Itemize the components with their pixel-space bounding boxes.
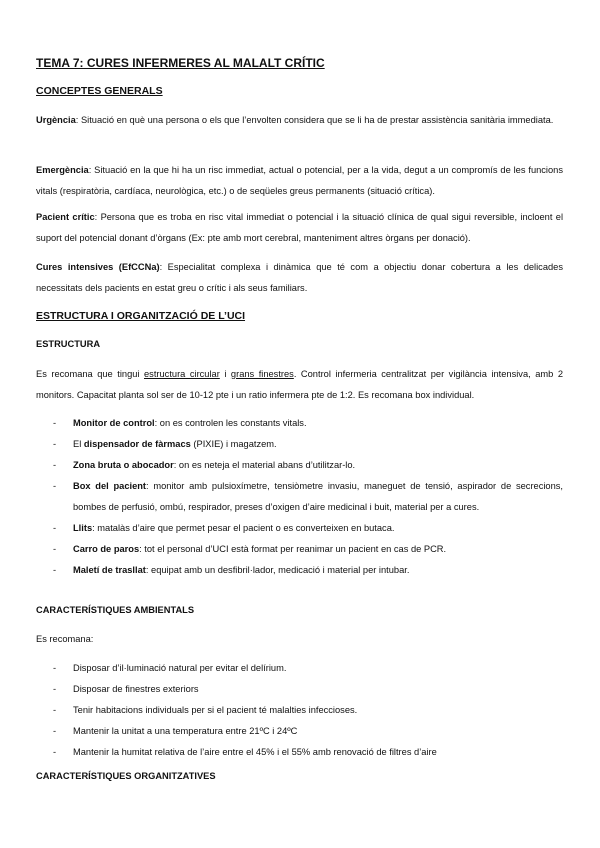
bullet-dash: - [53, 663, 57, 673]
bullet-dash: - [53, 705, 57, 715]
bullet-dash: - [53, 544, 57, 554]
list-item [36, 679, 563, 700]
intro-text: Es recomana que tingui [36, 369, 144, 379]
item-text: Disposar de finestres exteriors [73, 684, 199, 694]
item-text: (PIXIE) i magatzem. [190, 439, 277, 449]
item-term: Box del pacient [73, 481, 147, 491]
item-text: Mantenir la humitat relativa de l’aire entre el 45% i el 55% amb renovació de filtres d’aire [73, 747, 437, 757]
list-item [36, 455, 563, 476]
intro-underlined: estructura circular [144, 369, 220, 379]
definition-urgencia [36, 110, 563, 131]
item-text: : monitor amb pulsioxímetre, tensiòmetre invasiu, maneguet de tensió, aspirador de secrecions, bombes de perfusió, ombú, respirador, preses d’oxigen d’aire medicinal i buit, material per a cures. [73, 481, 563, 512]
definition-text: : Persona que es troba en risc vital immediat o potencial i la situació clínica de qual sigui reversible, incloent el suport del potencial donant d’òrgans (Ex: pte amb mort cerebral, manteniment altres òrgans per donació). [36, 212, 564, 243]
section-heading-general-concepts: CONCEPTES GENERALS [36, 85, 163, 97]
definition-term: Emergència [36, 165, 89, 175]
bullet-dash: - [53, 747, 57, 757]
item-term: Maletí de trasllat [73, 565, 146, 575]
item-text: : tot el personal d’UCI està format per reanimar un pacient en cas de PCR. [139, 544, 447, 554]
bullet-dash: - [53, 481, 57, 491]
list-item [36, 413, 563, 434]
bullet-dash: - [53, 684, 57, 694]
list-item [36, 700, 563, 721]
page-title: TEMA 7: CURES INFERMERES AL MALALT CRÍTIC [36, 56, 325, 70]
definition-term: Cures intensives (EfCCNa) [36, 262, 160, 272]
item-term: dispensador de fàrmacs [83, 439, 191, 449]
list-item [36, 518, 563, 539]
item-text: : on es controlen les constants vitals. [154, 418, 307, 428]
item-text: Mantenir la unitat a una temperatura entre 21ºC i 24ºC [73, 726, 298, 736]
item-text: : matalàs d’aire que permet pesar el pacient o es converteixen en butaca. [92, 523, 395, 533]
item-text: Tenir habitacions individuals per si el pacient té malalties infeccioses. [73, 705, 358, 715]
structure-intro [36, 364, 563, 406]
list-item [36, 658, 563, 679]
ambientals-list [36, 658, 563, 763]
item-term: Zona bruta o abocador [73, 460, 174, 470]
item-term: Llits [73, 523, 93, 533]
list-item [36, 539, 563, 560]
list-item [36, 721, 563, 742]
item-text: : equipat amb un desfibril·lador, medicació i material per intubar. [145, 565, 410, 575]
definition-text: : Especialitat complexa i dinàmica que té com a objectiu donar cobertura a les delicades necessitats dels pacients en estat greu o crític i als seus familiars. [36, 262, 563, 293]
item-text: Disposar d’il·luminació natural per evitar el delírium. [73, 663, 287, 673]
ambientals-intro: Es recomana: [36, 634, 94, 644]
definition-term: Urgència [36, 115, 76, 125]
bullet-dash: - [53, 460, 57, 470]
bullet-dash: - [53, 523, 57, 533]
subsection-heading-organitzatives: CARACTERÍSTIQUES ORGANITZATIVES [36, 771, 216, 781]
intro-text: . Control infermeria centralitzat per vigilància intensiva, amb 2 monitors. Capacitat planta sol ser de 10-12 pte i un ratio infermera pte de 1:2. Es recomana box individual. [36, 369, 563, 400]
bullet-dash: - [53, 418, 57, 428]
definition-emergencia [36, 160, 563, 202]
list-item [36, 434, 563, 455]
subsection-heading-ambientals: CARACTERÍSTIQUES AMBIENTALS [36, 605, 195, 615]
list-item [36, 742, 563, 763]
list-item [36, 560, 563, 581]
item-pre: El [73, 439, 84, 449]
intro-underlined: grans finestres [230, 369, 294, 379]
item-text: : on es neteja el material abans d’utilitzar-lo. [173, 460, 356, 470]
definition-text: : Situació en què una persona o els que l’envolten considera que se li ha de prestar assistència sanitària immediata. [75, 115, 554, 125]
bullet-dash: - [53, 439, 57, 449]
definition-term: Pacient crític [36, 212, 95, 222]
list-item [36, 476, 563, 518]
bullet-dash: - [53, 565, 57, 575]
intro-text: i [219, 369, 231, 379]
subsection-heading-estructura: ESTRUCTURA [36, 339, 101, 349]
item-term: Carro de paros [73, 544, 140, 554]
definition-cures-intensives [36, 257, 563, 299]
bullet-dash: - [53, 726, 57, 736]
item-term: Monitor de control [73, 418, 155, 428]
definition-text: : Situació en la que hi ha un risc immediat, actual o potencial, per a la vida, degut a un compromís de les funcions vitals (respiratòria, cardíaca, neurològica, etc.) o de seqüeles greus permanents (situació crítica). [36, 165, 563, 196]
definition-pacient-critic [36, 207, 563, 249]
structure-list [36, 413, 563, 581]
section-heading-uci-structure: ESTRUCTURA I ORGANITZACIÓ DE L’UCI [36, 310, 246, 322]
